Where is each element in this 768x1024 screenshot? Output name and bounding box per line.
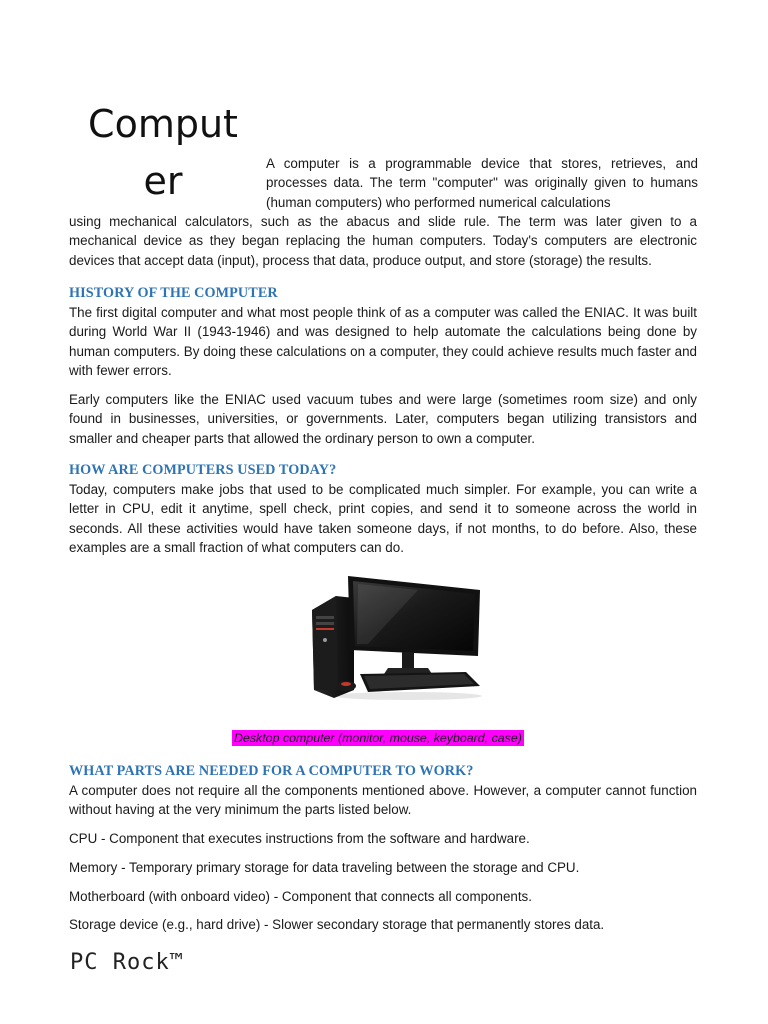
intro-paragraph-float (266, 154, 698, 212)
parts-item-motherboard: Motherboard (with onboard video) - Component that connects all components. (69, 888, 532, 904)
history-paragraph-2: Early computers like the ENIAC used vacuum tubes and were large (sometimes room size) and only found in businesses, universities, or governments. Later, computers began utilizing transistors and smaller and cheaper parts that allowed the ordinary person to own a computer. (69, 392, 697, 446)
parts-heading: WHAT PARTS ARE NEEDED FOR A COMPUTER TO WORK? (69, 763, 474, 779)
usage-paragraph: Today, computers make jobs that used to be complicated much simpler. For example, you can write a letter in CPU, edit it anytime, spell check, print copies, and send it to someone across the world in seconds. All these activities would have taken someone days, if not months, to do before. Also, these examples are a small fraction of what computers can do. (69, 482, 697, 555)
parts-paragraph: A computer does not require all the components mentioned above. However, a computer cannot function without having at the very minimum the parts listed below. (69, 783, 697, 818)
desktop-computer-image (308, 570, 484, 702)
title-line-1: Comput (88, 102, 238, 146)
intro-float-text: A computer is a programmable device that stores, retrieves, and processes data. The term "computer" was originally given to humans (human computers) who performed numerical calculations (266, 156, 698, 210)
document-title (70, 96, 256, 210)
history-paragraph-1: The first digital computer and what most people think of as a computer was called the ENIAC. It was built during World War II (1943-1946) and was designed to help automate the calculations being done by human computers. By doing these calculations on a computer, they could achieve results much faster and with fewer errors. (69, 305, 697, 378)
parts-section (69, 762, 697, 935)
figure-caption: Desktop computer (monitor, mouse, keyboard, case) (234, 731, 522, 745)
desktop-computer-icon (308, 570, 484, 702)
intro-paragraph-continued (69, 212, 697, 270)
title-line-2: er (143, 159, 183, 203)
history-heading: HISTORY OF THE COMPUTER (69, 285, 278, 301)
intro-continued-text: using mechanical calculators, such as the abacus and slide rule. The term was later given to a mechanical device as they began replacing the human computers. Today's computers are electronic devices that accept data (input), process that data, produce output, and store (storage) the results. (69, 214, 697, 268)
footer-brand: PC Rock™ (70, 950, 184, 975)
history-section (69, 284, 697, 448)
parts-item-memory: Memory - Temporary primary storage for data traveling between the storage and CPU. (69, 859, 580, 875)
usage-section (69, 461, 697, 557)
parts-item-storage: Storage device (e.g., hard drive) - Slower secondary storage that permanently stores data. (69, 917, 605, 933)
parts-item-cpu: CPU - Component that executes instructions from the software and hardware. (69, 831, 530, 847)
usage-heading: HOW ARE COMPUTERS USED TODAY? (69, 462, 337, 478)
